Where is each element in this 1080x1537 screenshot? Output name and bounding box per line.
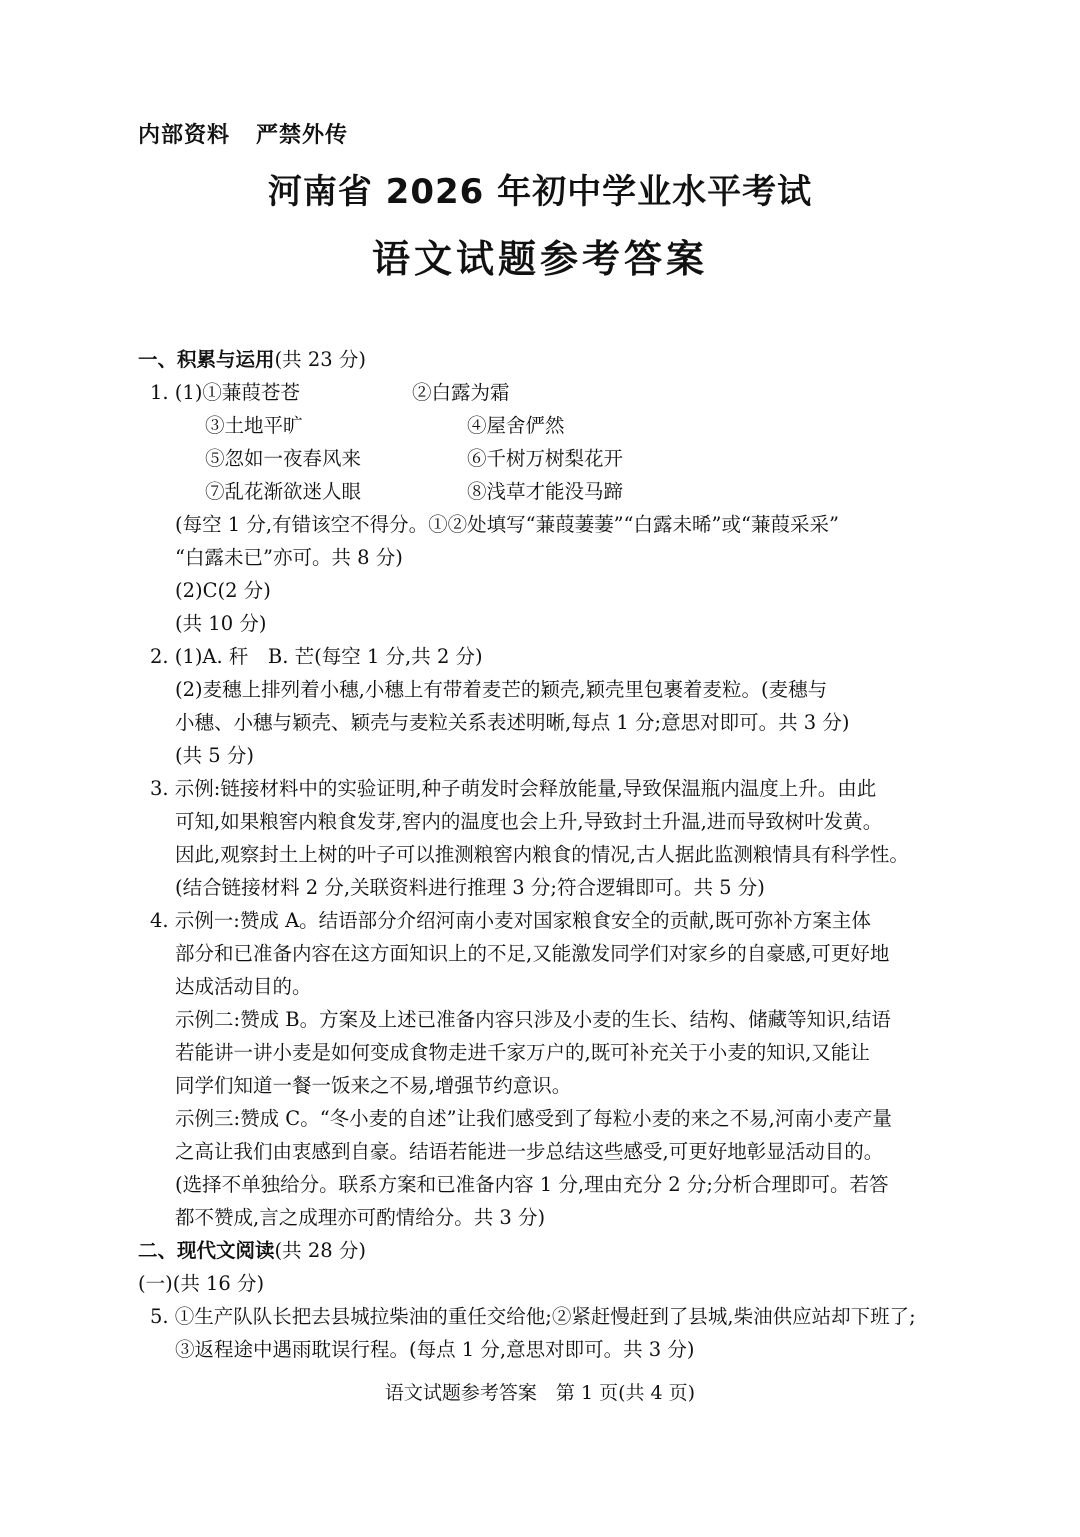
answer-line: (共 5 分)	[175, 744, 255, 767]
answer-line: 可知,如果粮窖内粮食发芽,窖内的温度也会上升,导致封土升温,进而导致树叶发黄。	[175, 810, 883, 833]
answer-line: (共 10 分)	[175, 612, 267, 635]
answer-line: ③返程途中遇雨耽误行程。(每点 1 分,意思对即可。共 3 分)	[175, 1338, 695, 1361]
answer-line: 5. ①生产队队长把去县城拉柴油的重任交给他;②紧赶慢赶到了县城,柴油供应站却下班了;	[150, 1305, 916, 1328]
answer-line: (结合链接材料 2 分,关联资料进行推理 3 分;符合逻辑即可。共 5 分)	[175, 876, 765, 899]
answer-cell: ②白露为霜	[412, 381, 510, 404]
section-score: (共 28 分)	[274, 1239, 366, 1262]
answer-line: 同学们知道一餐一饭来之不易,增强节约意识。	[175, 1074, 572, 1097]
answer-cell: ⑥千树万树梨花开	[467, 447, 624, 470]
answer-line: “白露未已”亦可。共 8 分)	[175, 546, 403, 569]
confidential-notice	[138, 118, 348, 149]
answer-line: (2)麦穗上排列着小穗,小穗上有带着麦芒的颖壳,颖壳里包裹着麦粒。(麦穗与	[175, 678, 828, 701]
answer-line: 示例二:赞成 B。方案及上述已准备内容只涉及小麦的生长、结构、储藏等知识,结语	[175, 1008, 891, 1031]
answer-line: 小穗、小穗与颖壳、颖壳与麦粒关系表述明晰,每点 1 分;意思对即可。共 3 分)	[175, 711, 850, 734]
notice-no-distribution: 严禁外传	[256, 123, 349, 148]
answer-line: 都不赞成,言之成理亦可酌情给分。共 3 分)	[175, 1206, 546, 1229]
page-footer: 语文试题参考答案 第 1 页(共 4 页)	[384, 1382, 696, 1404]
answer-cell: ④屋舍俨然	[467, 414, 565, 437]
section-score: (共 23 分)	[274, 348, 366, 371]
answer-cell: ⑦乱花渐欲迷人眼	[205, 480, 362, 503]
answer-row	[138, 442, 968, 475]
answer-line: 之高让我们由衷感到自豪。结语若能进一步总结这些感受,可更好地彰显活动目的。	[175, 1140, 884, 1163]
answer-line: 部分和已准备内容在这方面知识上的不足,又能激发同学们对家乡的自豪感,可更好地	[175, 942, 890, 965]
answer-cell: ③土地平旷	[205, 414, 303, 437]
answer-line: 达成活动目的。	[175, 975, 312, 998]
answer-cell: 1. (1)①蒹葭苍苍	[150, 381, 300, 404]
answer-line: (2)C(2 分)	[175, 579, 271, 602]
answer-row	[138, 475, 968, 508]
answer-line: 示例三:赞成 C。“冬小麦的自述”让我们感受到了每粒小麦的来之不易,河南小麦产量	[175, 1107, 892, 1130]
answer-line: (选择不单独给分。联系方案和已准备内容 1 分,理由充分 2 分;分析合理即可。若答	[175, 1173, 889, 1196]
document-title: 语文试题参考答案	[371, 237, 708, 281]
exam-title: 河南省 2026 年初中学业水平考试	[267, 172, 813, 212]
answer-line: 3. 示例:链接材料中的实验证明,种子萌发时会释放能量,导致保温瓶内温度上升。由此	[150, 777, 877, 800]
notice-internal: 内部资料	[138, 123, 231, 148]
section-heading	[138, 343, 968, 376]
answer-cell: ⑧浅草才能没马蹄	[467, 480, 624, 503]
answer-row	[138, 376, 968, 409]
answer-line: (一)(共 16 分)	[138, 1272, 265, 1295]
answer-line: 4. 示例一:赞成 A。结语部分介绍河南小麦对国家粮食安全的贡献,既可弥补方案主体	[150, 909, 871, 932]
section-heading-label: 二、现代文阅读	[138, 1239, 275, 1262]
answer-line: 2. (1)A. 秆 B. 芒(每空 1 分,共 2 分)	[150, 645, 483, 668]
answer-line: (每空 1 分,有错该空不得分。①②处填写“蒹葭萋萋”“白露未晞”或“蒹葭采采”	[175, 513, 839, 536]
section-heading-label: 一、积累与运用	[138, 348, 275, 371]
section-heading	[138, 1234, 968, 1267]
answer-row	[138, 409, 968, 442]
answer-line: 因此,观察封土上树的叶子可以推测粮窖内粮食的情况,古人据此监测粮情具有科学性。	[175, 843, 909, 866]
answer-line: 若能讲一讲小麦是如何变成食物走进千家万户的,既可补充关于小麦的知识,又能让	[175, 1041, 870, 1064]
answer-cell: ⑤忽如一夜春风来	[205, 447, 362, 470]
answer-content	[138, 343, 968, 1366]
